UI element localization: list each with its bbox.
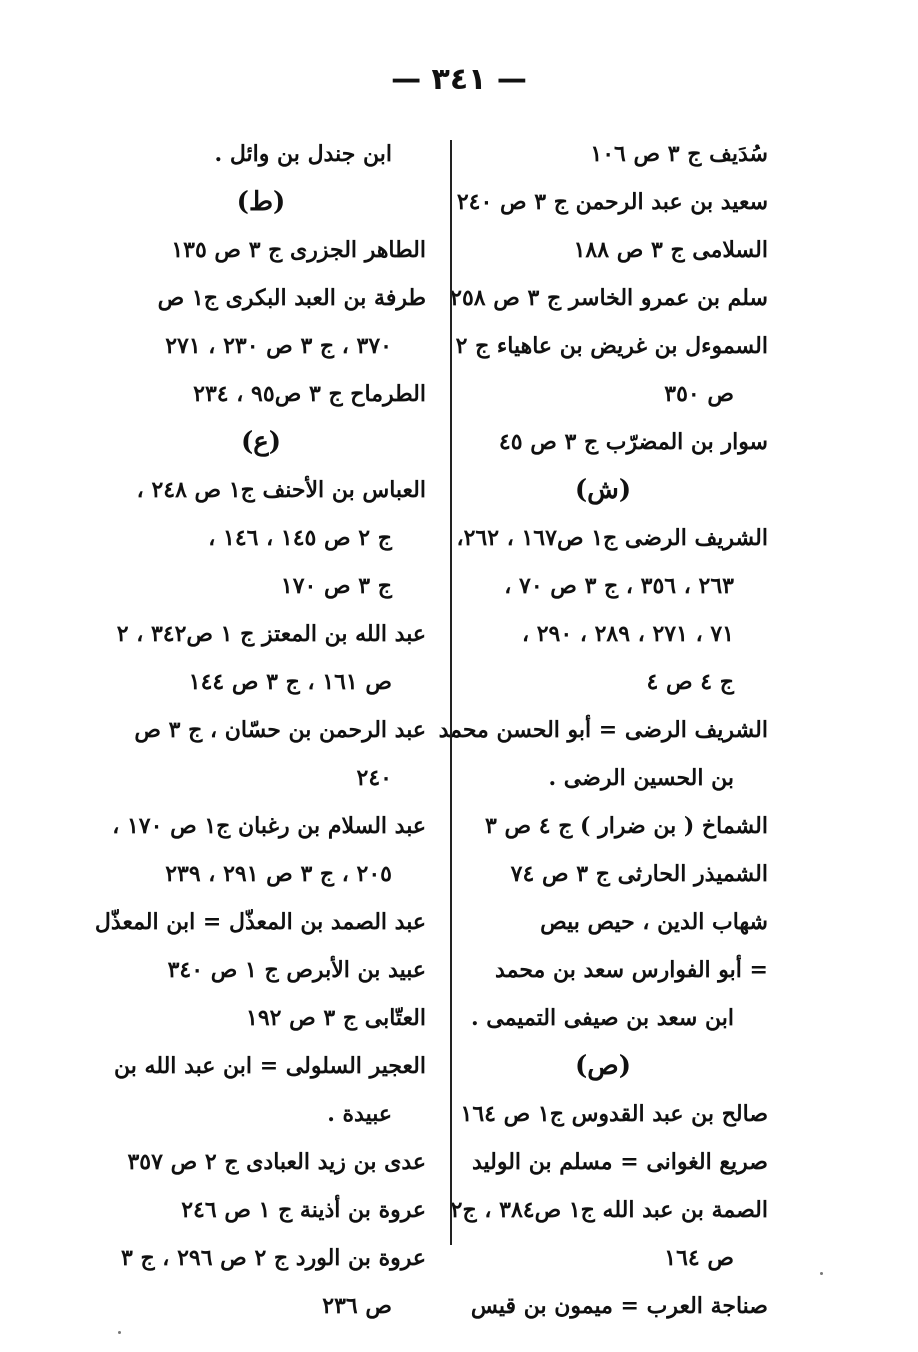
- index-entry: الشريف الرضى = أبو الحسن محمد: [438, 717, 768, 743]
- print-speck: [118, 1331, 121, 1334]
- index-entry: سعيد بن عبد الرحمن ج ٣ ص ٢٤٠: [456, 189, 768, 215]
- index-entry: الطرماح ج ٣ ص٩٥ ، ٢٣٤: [193, 381, 426, 407]
- index-entry: العجير السلولى = ابن عبد الله بن: [114, 1053, 426, 1079]
- index-entry: ابن جندل بن وائل .: [214, 141, 392, 167]
- index-entry: ٢٦٣ ، ٣٥٦ ، ج ٣ ص ٧٠ ،: [504, 573, 734, 599]
- index-entry: = أبو الفوارس سعد بن محمد: [495, 957, 768, 983]
- index-entry: ص ١٦١ ، ج ٣ ص ١٤٤: [188, 669, 392, 695]
- index-entry: ٣٧٠ ، ج ٣ ص ٢٣٠ ، ٢٧١: [165, 333, 392, 359]
- index-column-right: [438, 130, 768, 1330]
- index-entry: سلم بن عمرو الخاسر ج ٣ ص ٢٥٨: [450, 285, 768, 311]
- index-entry: ص ١٦٤: [664, 1245, 734, 1271]
- index-entry: عدى بن زيد العبادى ج ٢ ص ٣٥٧: [127, 1149, 426, 1175]
- index-entry: العتّابى ج ٣ ص ١٩٢: [246, 1005, 426, 1031]
- index-entry: عروة بن الورد ج ٢ ص ٢٩٦ ، ج ٣: [120, 1245, 426, 1271]
- index-entry: بن الحسين الرضى .: [548, 765, 734, 791]
- section-letter-heading: (ط): [236, 187, 286, 217]
- section-letter-heading: (ش): [574, 475, 632, 505]
- index-entry: عبد السلام بن رغبان ج١ ص ١٧٠ ،: [112, 813, 426, 839]
- index-entry: ص ٣٥٠: [664, 381, 734, 407]
- index-entry: ج ٣ ص ١٧٠: [280, 573, 392, 599]
- index-entry: العباس بن الأحنف ج١ ص ٢٤٨ ،: [136, 477, 426, 503]
- index-entry: ٢٤٠: [356, 765, 392, 791]
- index-entry: سُدَيف ج ٣ ص ١٠٦: [590, 141, 768, 167]
- index-entry: ج ٢ ص ١٤٥ ، ١٤٦ ،: [208, 525, 392, 551]
- index-entry: عبيد بن الأبرص ج ١ ص ٣٤٠: [167, 957, 426, 983]
- index-entry: السموءل بن غريض بن عاهياء ج ٢: [455, 333, 768, 359]
- column-divider: [450, 140, 452, 1245]
- index-entry: صناجة العرب = ميمون بن قيس: [470, 1293, 768, 1319]
- index-entry: عروة بن أذينة ج ١ ص ٢٤٦: [181, 1197, 426, 1223]
- index-entry: صالح بن عبد القدوس ج١ ص ١٦٤: [460, 1101, 768, 1127]
- index-entry: ٢٠٥ ، ج ٣ ص ٢٩١ ، ٢٣٩: [165, 861, 392, 887]
- index-entry: عبد الرحمن بن حسّان ، ج ٣ ص: [134, 717, 426, 743]
- section-letter-heading: (ع): [240, 427, 282, 457]
- section-letter-heading: (ص): [574, 1051, 632, 1081]
- index-entry: عبد الصمد بن المعذّل = ابن المعذّل: [94, 909, 426, 935]
- index-entry: الشميذر الحارثى ج ٣ ص ٧٤: [510, 861, 768, 887]
- index-entry: عبد الله بن المعتز ج ١ ص٣٤٢ ، ٢: [116, 621, 426, 647]
- print-speck: [820, 1272, 823, 1275]
- index-entry: ابن سعد بن صيفى التميمى .: [470, 1005, 734, 1031]
- index-entry: طرفة بن العبد البكرى ج١ ص: [157, 285, 426, 311]
- index-entry: السلامى ج ٣ ص ١٨٨: [573, 237, 768, 263]
- index-entry: الشريف الرضى ج١ ص١٦٧ ، ٢٦٢،: [456, 525, 768, 551]
- index-entry: سوار بن المضرّب ج ٣ ص ٤٥: [498, 429, 768, 455]
- index-entry: الشماخ ( بن ضرار ) ج ٤ ص ٣: [484, 813, 768, 839]
- index-column-left: [96, 130, 426, 1330]
- index-entry: الطاهر الجزرى ج ٣ ص ١٣٥: [171, 237, 426, 263]
- index-entry: صريع الغوانى = مسلم بن الوليد: [471, 1149, 768, 1175]
- index-entry: ص ٢٣٦: [322, 1293, 392, 1319]
- index-entry: شهاب الدين ، حيص بيص: [540, 909, 768, 935]
- index-entry: عبيدة .: [327, 1101, 392, 1127]
- index-entry: ج ٤ ص ٤: [646, 669, 734, 695]
- index-entry: الصمة بن عبد الله ج١ ص٣٨٤ ، ج٢: [450, 1197, 768, 1223]
- index-entry: ٧١ ، ٢٧١ ، ٢٨٩ ، ٢٩٠ ،: [521, 621, 734, 647]
- page-number: — ٣٤١ —: [391, 62, 527, 97]
